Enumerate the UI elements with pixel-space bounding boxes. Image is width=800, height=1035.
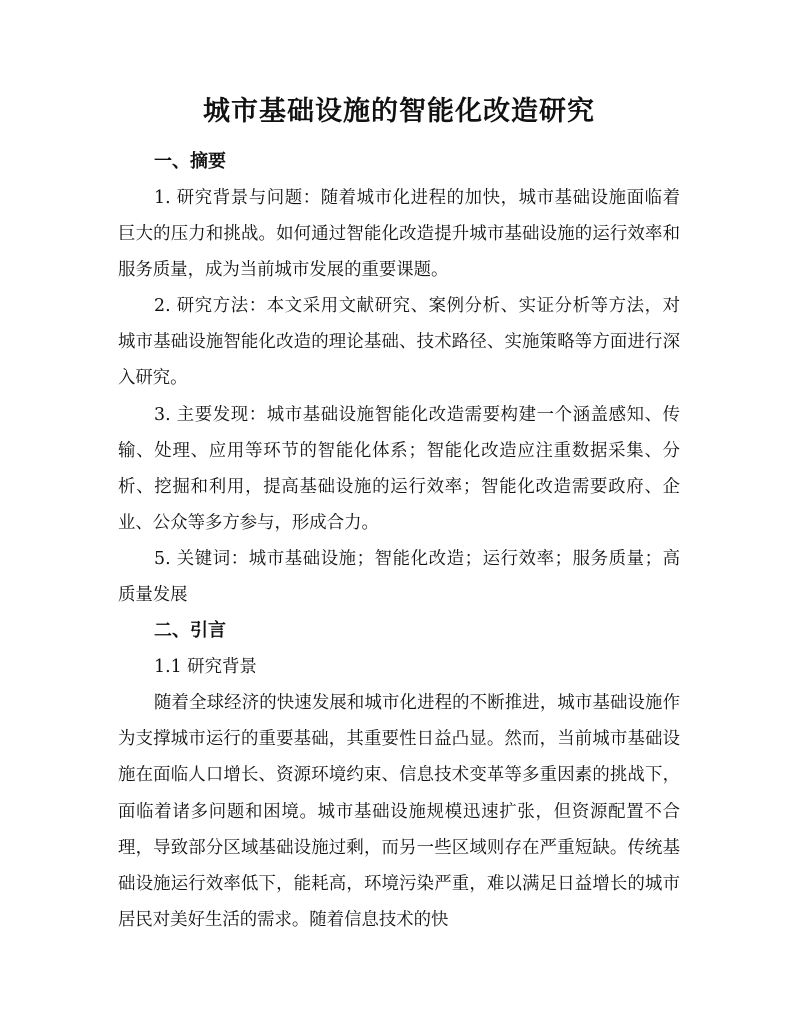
- abstract-paragraph-background: 1. 研究背景与问题：随着城市化进程的加快，城市基础设施面临着巨大的压力和挑战。如何通过智能化改造提升城市基础设施的运行效率和服务质量，成为当前城市发展的重要课题。: [118, 188, 680, 281]
- abstract-paragraph-keywords: 5. 关键词：城市基础设施；智能化改造；运行效率；服务质量；高质量发展: [118, 548, 680, 606]
- section-introduction: [118, 613, 680, 938]
- section-abstract: [118, 144, 680, 613]
- subsection-heading-background: 1.1 研究背景: [154, 657, 257, 678]
- document-title: 城市基础设施的智能化改造研究: [203, 96, 595, 127]
- section-heading-abstract: 一、摘要: [154, 151, 226, 172]
- document-page: [118, 92, 680, 938]
- abstract-paragraph-method: 2. 研究方法：本文采用文献研究、案例分析、实证分析等方法，对城市基础设施智能化改造的理论基础、技术路径、实施策略等方面进行深入研究。: [118, 296, 680, 389]
- abstract-paragraph-findings: 3. 主要发现：城市基础设施智能化改造需要构建一个涵盖感知、传输、处理、应用等环节的智能化体系；智能化改造应注重数据采集、分析、挖掘和利用，提高基础设施的运行效率；智能化改造需要政府、企业、公众等多方参与，形成合力。: [118, 404, 680, 533]
- introduction-paragraph: 随着全球经济的快速发展和城市化进程的不断推进，城市基础设施作为支撑城市运行的重要基础，其重要性日益凸显。然而，当前城市基础设施在面临人口增长、资源环境约束、信息技术变革等多重因素的挑战下，面临着诸多问题和困境。城市基础设施规模迅速扩张，但资源配置不合理，导致部分区域基础设施过剩，而另一些区域则存在严重短缺。传统基础设施运行效率低下，能耗高，环境污染严重，难以满足日益增长的城市居民对美好生活的需求。随着信息技术的快: [118, 693, 680, 930]
- section-heading-introduction: 二、引言: [154, 620, 226, 642]
